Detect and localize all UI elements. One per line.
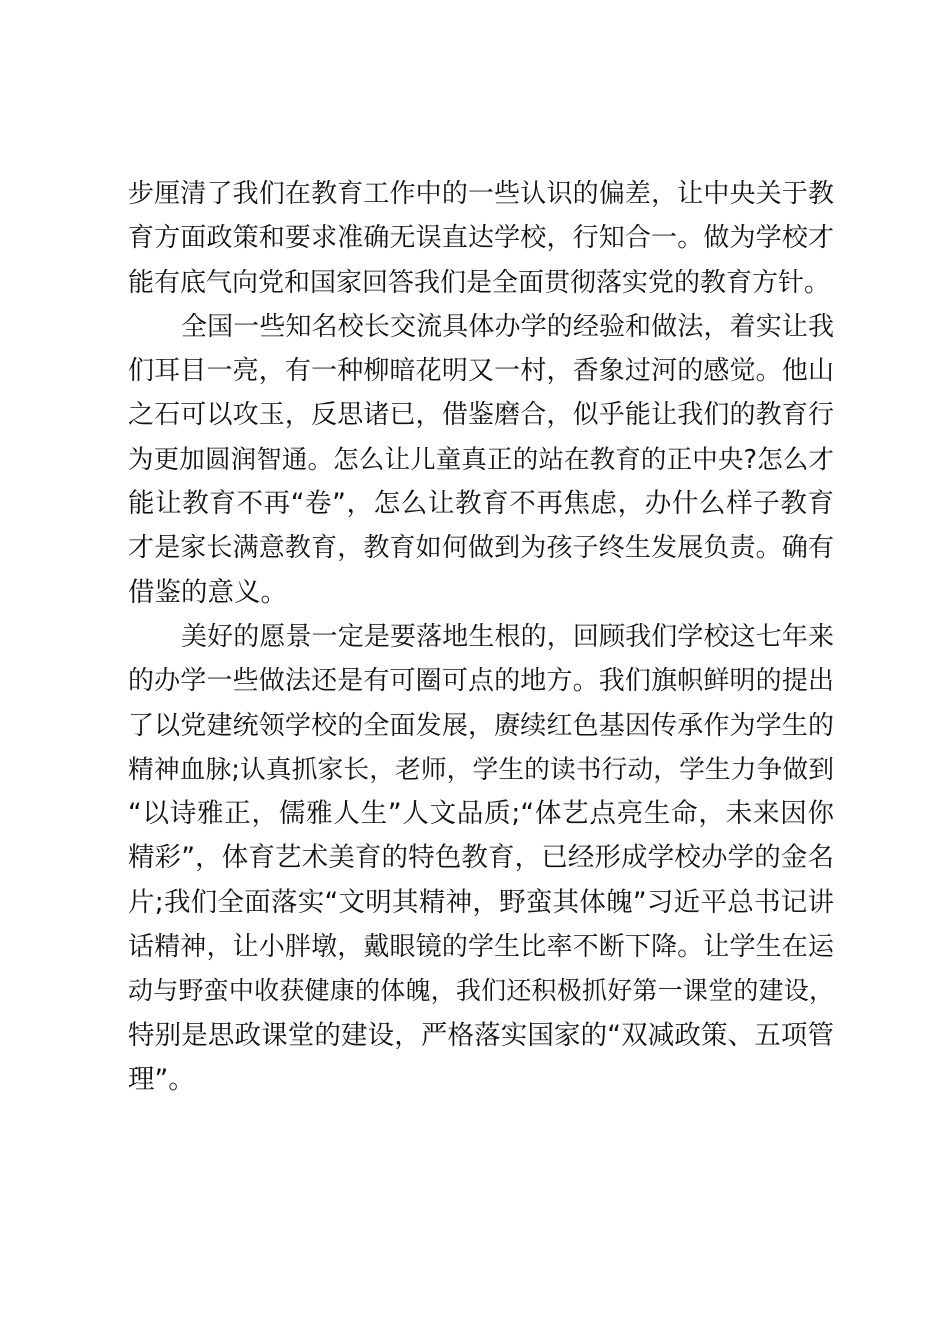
text-line: 才是家长满意教育，教育如何做到为孩子终生发展负责。确有 — [128, 533, 834, 564]
text-line: 精彩”，体育艺术美育的特色教育，已经形成学校办学的金名 — [128, 842, 834, 874]
text-line: 片;我们全面落实“文明其精神，野蛮其体魄”习近平总书记讲 — [128, 886, 834, 918]
text-line: 特别是思政课堂的建设，严格落实国家的“双减政策、五项管 — [128, 1019, 834, 1051]
text-line: 动与野蛮中收获健康的体魄，我们还积极抓好第一课堂的建设， — [128, 976, 834, 1006]
text-line: 之石可以攻玉，反思诸已，借鉴磨合，似乎能让我们的教育行 — [128, 400, 834, 431]
text-line: “以诗雅正，儒雅人生”人文品质;“体艺点亮生命，未来因你 — [128, 798, 834, 830]
text-line: 话精神，让小胖墩，戴眼镜的学生比率不断下降。让学生在运 — [128, 932, 834, 963]
paragraph-2 — [128, 305, 834, 615]
text-line: 步厘清了我们在教育工作中的一些认识的偏差，让中央关于教 — [128, 179, 834, 209]
text-line: 能让教育不再“卷”，怎么让教育不再焦虑，办什么样子教育 — [128, 488, 834, 520]
document-body — [128, 172, 834, 1102]
paragraph-3 — [128, 615, 834, 1102]
text-line: 精神血脉;认真抓家长，老师，学生的读书行动，学生力争做到 — [128, 754, 834, 785]
text-line: 美好的愿景一定是要落地生根的，回顾我们学校这七年来 — [181, 621, 834, 652]
paragraph-1 — [128, 172, 834, 305]
text-line: 的办学一些做法还是有可圈可点的地方。我们旗帜鲜明的提出 — [128, 666, 834, 697]
text-line: 为更加圆润智通。怎么让儿童真正的站在教育的正中央?怎么才 — [128, 444, 834, 475]
text-line: 了以党建统领学校的全面发展，赓续红色基因传承作为学生的 — [128, 710, 834, 741]
text-line: 理”。 — [128, 1063, 195, 1095]
text-line: 能有底气向党和国家回答我们是全面贯彻落实党的教育方针。 — [128, 267, 831, 298]
text-line: 育方面政策和要求准确无误直达学校，行知合一。做为学校才 — [128, 223, 834, 254]
text-line: 全国一些知名校长交流具体办学的经验和做法，着实让我 — [181, 311, 834, 342]
text-line: 们耳目一亮，有一种柳暗花明又一村，香象过河的感觉。他山 — [128, 356, 834, 387]
text-line: 借鉴的意义。 — [128, 576, 287, 608]
